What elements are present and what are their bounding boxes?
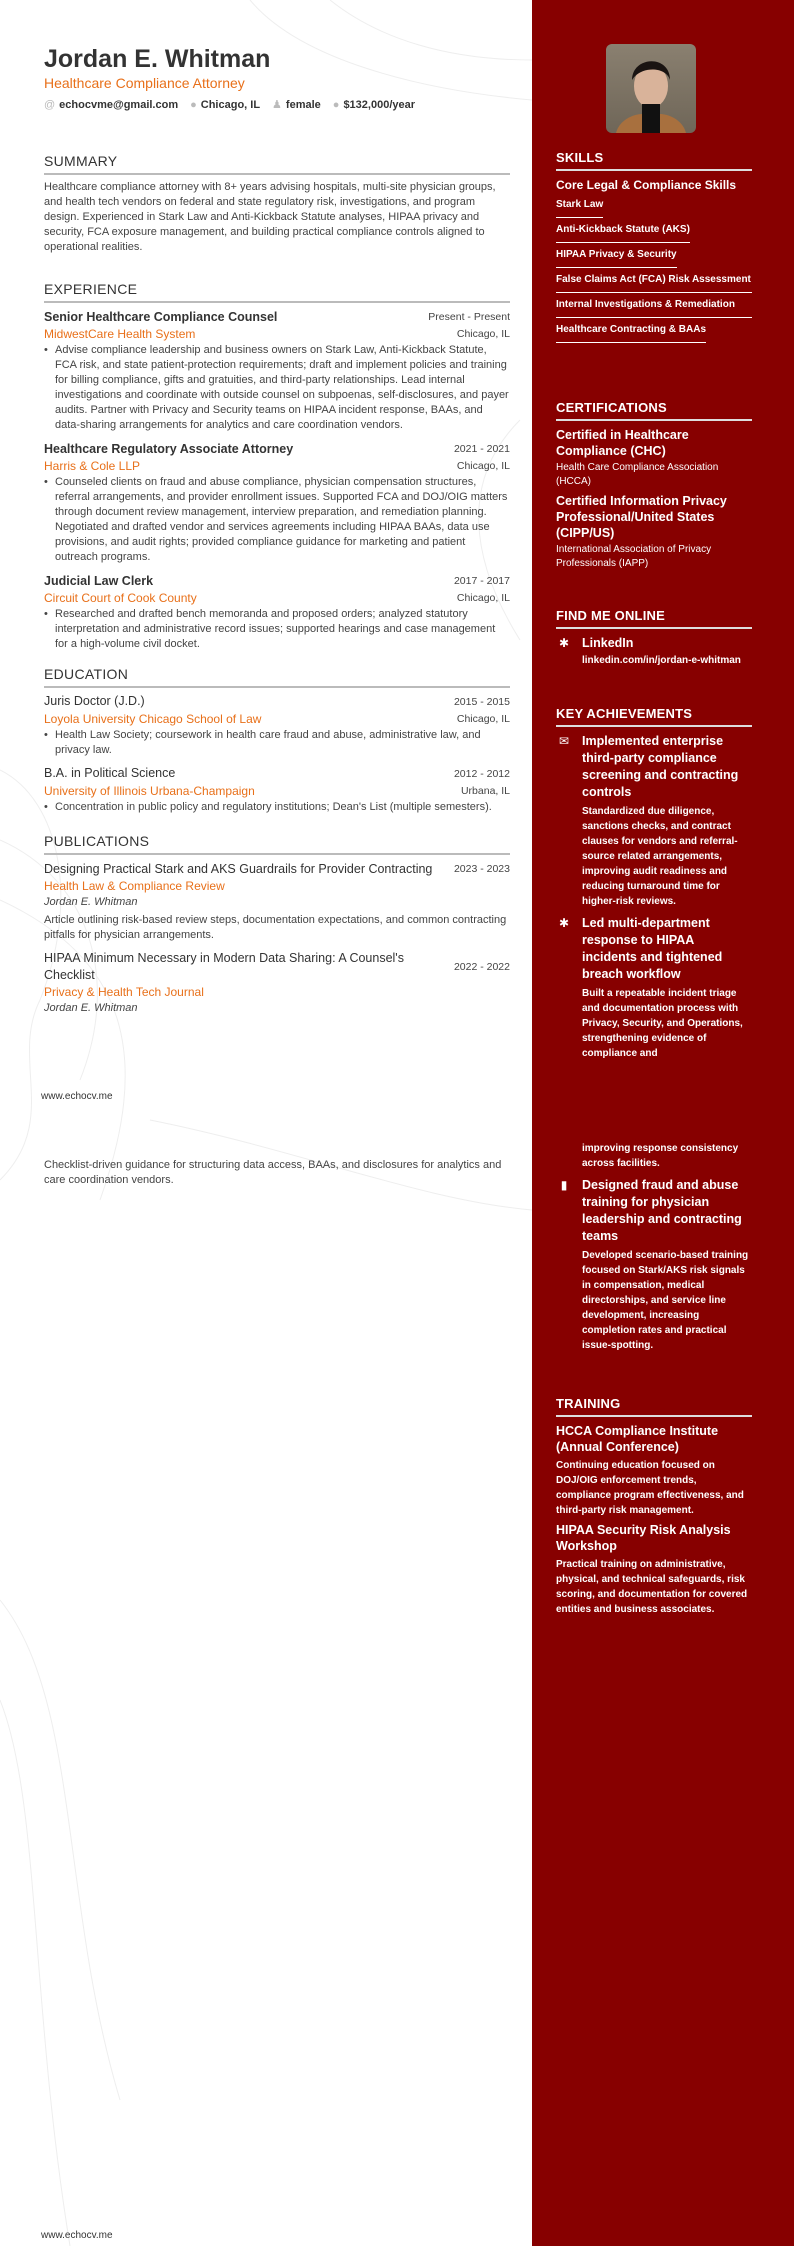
bullet: • Advise compliance leadership and business owners on Stark Law, Anti-Kickback Statute, FCA risk, and state patient-protection requirements; draft and implement policies and training for billing compliance, gifts and gratuities, and third-party relationships. Lead internal investigations and coordinate with outside counsel on subpoenas, self-disclosures, and payer audits. Partner with Privacy and Security teams on HIPAA incident response, BAAs, and data-sharing arrangements for analytics and care coordination vendors. bbox=[55, 343, 510, 433]
achievement-title: Implemented enterprise third-party compliance screening and contracting controls bbox=[582, 734, 739, 799]
author: Jordan E. Whitman bbox=[44, 896, 138, 908]
position: Judicial Law Clerk bbox=[44, 574, 154, 588]
envelope-icon: ✉ bbox=[558, 734, 570, 748]
achievements-section bbox=[556, 706, 752, 1359]
bug-icon: ✱ bbox=[558, 636, 570, 650]
company: MidwestCare Health System bbox=[44, 327, 196, 341]
training-name: HIPAA Security Risk Analysis Workshop bbox=[556, 1523, 731, 1553]
at-icon: @ bbox=[44, 98, 56, 111]
location: Chicago, IL bbox=[456, 713, 510, 725]
bullet: • Researched and drafted bench memoranda and proposed orders; analyzed statutory interpretation and administrative record issues; supported hearings and case management for a high-volume civil docket. bbox=[55, 607, 510, 652]
money-icon: ● bbox=[332, 98, 340, 111]
skill-item: False Claims Act (FCA) Risk Assessment bbox=[556, 270, 752, 293]
bookmark-icon: ▮ bbox=[560, 1178, 568, 1192]
job-title: Healthcare Compliance Attorney bbox=[44, 75, 245, 91]
publication-title: Designing Practical Stark and AKS Guardrails for Provider Contracting bbox=[44, 861, 433, 876]
degree: Juris Doctor (J.D.) bbox=[44, 694, 145, 708]
achievement-description-continued: improving response consistency across facilities. bbox=[582, 1143, 739, 1169]
section-heading: FIND ME ONLINE bbox=[556, 608, 752, 629]
achievement-item bbox=[556, 733, 752, 909]
location: Chicago, IL bbox=[456, 592, 510, 604]
bullet: • Concentration in public policy and regulatory institutions; Dean's List (multiple semesters). bbox=[55, 800, 510, 815]
achievement-item bbox=[556, 915, 752, 1171]
publication-entry bbox=[44, 950, 510, 1016]
section-heading: TRAINING bbox=[556, 1396, 752, 1417]
certification-issuer: International Association of Privacy Professionals (IAPP) bbox=[556, 544, 712, 569]
achievement-description: Built a repeatable incident triage and documentation process with Privacy, Security, and Operations, strengthening evidence of compliance and bbox=[582, 988, 743, 1059]
skill-item: Internal Investigations & Remediation bbox=[556, 295, 752, 318]
skills-section bbox=[556, 150, 752, 345]
achievement-title: Led multi-department response to HIPAA incidents and tightened breach workflow bbox=[582, 916, 723, 981]
author: Jordan E. Whitman bbox=[44, 1002, 138, 1014]
journal: Privacy & Health Tech Journal bbox=[44, 985, 204, 999]
company: Circuit Court of Cook County bbox=[44, 591, 197, 605]
skill-item: HIPAA Privacy & Security bbox=[556, 245, 677, 268]
school: Loyola University Chicago School of Law bbox=[44, 712, 262, 726]
training-section bbox=[556, 1396, 752, 1617]
bullet: • Counseled clients on fraud and abuse compliance, physician compensation structures, referral arrangements, and provider enrollment issues. Supported FCA and DOJ/OIG matters through document review management, interview preparation, and remediation planning. Negotiated and drafted vendor and services agreements including HIPAA BAAs, data use provisions, and audit rights; provided compliance guidance for marketing and patient outreach programs. bbox=[55, 475, 510, 565]
location: Urbana, IL bbox=[460, 785, 510, 797]
publication-description: Checklist-driven guidance for structuring data access, BAAs, and disclosures for analytics and care coordination vendors. bbox=[44, 1159, 502, 1186]
dates: 2012 - 2012 bbox=[453, 768, 510, 780]
school: University of Illinois Urbana-Champaign bbox=[44, 784, 255, 798]
email[interactable]: echocvme@gmail.com bbox=[59, 98, 179, 111]
publication-description: Article outlining risk-based review steps, documentation expectations, and common contracting pitfalls for physician arrangements. bbox=[44, 914, 507, 941]
section-heading: SKILLS bbox=[556, 150, 752, 171]
training-name: HCCA Compliance Institute (Annual Conference) bbox=[556, 1424, 719, 1454]
section-heading: KEY ACHIEVEMENTS bbox=[556, 706, 752, 727]
dates: 2022 - 2022 bbox=[453, 961, 510, 973]
link-label: LinkedIn bbox=[582, 636, 634, 650]
link-url[interactable]: linkedin.com/in/jordan-e-whitman bbox=[582, 655, 741, 666]
achievement-description: Standardized due diligence, sanctions checks, and contract clauses for vendors and referral-source related arrangements, improving audit readiness and reducing turnaround time for higher-risk reviews. bbox=[582, 806, 738, 907]
experience-entry bbox=[44, 440, 510, 565]
publications-section bbox=[44, 833, 510, 1016]
skill-item: Stark Law bbox=[556, 195, 603, 218]
degree: B.A. in Political Science bbox=[44, 766, 176, 780]
experience-entry bbox=[44, 572, 510, 652]
location: Chicago, IL bbox=[456, 460, 510, 472]
location: Chicago, IL bbox=[456, 328, 510, 340]
dates: 2023 - 2023 bbox=[453, 863, 510, 875]
candidate-name: Jordan E. Whitman bbox=[44, 45, 271, 73]
location: Chicago, IL bbox=[200, 98, 261, 111]
position: Senior Healthcare Compliance Counsel bbox=[44, 310, 278, 324]
contact-row bbox=[44, 98, 510, 111]
company: Harris & Cole LLP bbox=[44, 459, 141, 473]
journal: Health Law & Compliance Review bbox=[44, 879, 225, 893]
certifications-section bbox=[556, 400, 752, 571]
profile-photo bbox=[606, 44, 696, 133]
position: Healthcare Regulatory Associate Attorney bbox=[44, 442, 294, 456]
dates: 2021 - 2021 bbox=[453, 443, 510, 455]
gender: female bbox=[285, 99, 321, 111]
bug-icon: ✱ bbox=[558, 916, 570, 930]
bullet: • Health Law Society; coursework in health care fraud and abuse, administrative law, and privacy law. bbox=[55, 728, 510, 758]
skill-group: Core Legal & Compliance Skills bbox=[556, 178, 737, 192]
online-section bbox=[556, 608, 752, 674]
section-heading: EXPERIENCE bbox=[44, 281, 510, 303]
certification-name: Certified Information Privacy Professional/United States (CIPP/US) bbox=[556, 494, 727, 540]
summary-section bbox=[44, 153, 510, 255]
publication-title: HIPAA Minimum Necessary in Modern Data Sharing: A Counsel's Checklist bbox=[44, 951, 404, 982]
footer-link[interactable]: www.echocv.me bbox=[41, 1091, 113, 1102]
education-entry bbox=[44, 765, 510, 815]
education-section bbox=[44, 666, 510, 815]
experience-section bbox=[44, 281, 510, 652]
section-heading: PUBLICATIONS bbox=[44, 833, 510, 855]
sidebar bbox=[532, 0, 794, 2246]
skill-item: Anti-Kickback Statute (AKS) bbox=[556, 220, 690, 243]
training-description: Continuing education focused on DOJ/OIG enforcement trends, compliance program effectiveness, and third-party risk management. bbox=[556, 1460, 744, 1516]
linkedin-link[interactable] bbox=[556, 635, 752, 668]
achievement-title: Designed fraud and abuse training for physician leadership and contracting teams bbox=[582, 1178, 742, 1243]
certification-issuer: Health Care Compliance Association (HCCA) bbox=[556, 462, 719, 487]
person-icon: ♟ bbox=[272, 99, 282, 111]
salary: $132,000/year bbox=[343, 98, 416, 111]
location-pin-icon: ● bbox=[190, 98, 197, 111]
main-column bbox=[44, 44, 510, 1023]
education-entry bbox=[44, 693, 510, 758]
section-heading: CERTIFICATIONS bbox=[556, 400, 752, 421]
section-heading: SUMMARY bbox=[44, 153, 510, 175]
achievement-item bbox=[556, 1177, 752, 1353]
section-heading: EDUCATION bbox=[44, 666, 510, 688]
certification-name: Certified in Healthcare Compliance (CHC) bbox=[556, 428, 689, 458]
dates: 2015 - 2015 bbox=[453, 696, 510, 708]
footer-link[interactable]: www.echocv.me bbox=[41, 2230, 113, 2241]
summary-text: Healthcare compliance attorney with 8+ years advising hospitals, multi-site physician groups, and health tech vendors on federal and state regulatory risk, investigations, and program design. Experienced in Stark Law and Anti-Kickback Statute analyses, HIPAA privacy and security, FCA exposure management, and building practical compliance controls aligned to operational realities. bbox=[44, 181, 496, 253]
training-description: Practical training on administrative, physical, and technical safeguards, risk scoring, and documentation for covered entities and business associates. bbox=[556, 1559, 748, 1615]
publication-entry bbox=[44, 860, 510, 943]
experience-entry bbox=[44, 308, 510, 433]
dates: Present - Present bbox=[428, 311, 510, 323]
dates: 2017 - 2017 bbox=[453, 575, 510, 587]
skill-item: Healthcare Contracting & BAAs bbox=[556, 320, 706, 343]
achievement-description: Developed scenario-based training focused on Stark/AKS risk signals in compensation, medical directorships, and service line development, increasing completion rates and practical issue-spotting. bbox=[582, 1250, 749, 1351]
